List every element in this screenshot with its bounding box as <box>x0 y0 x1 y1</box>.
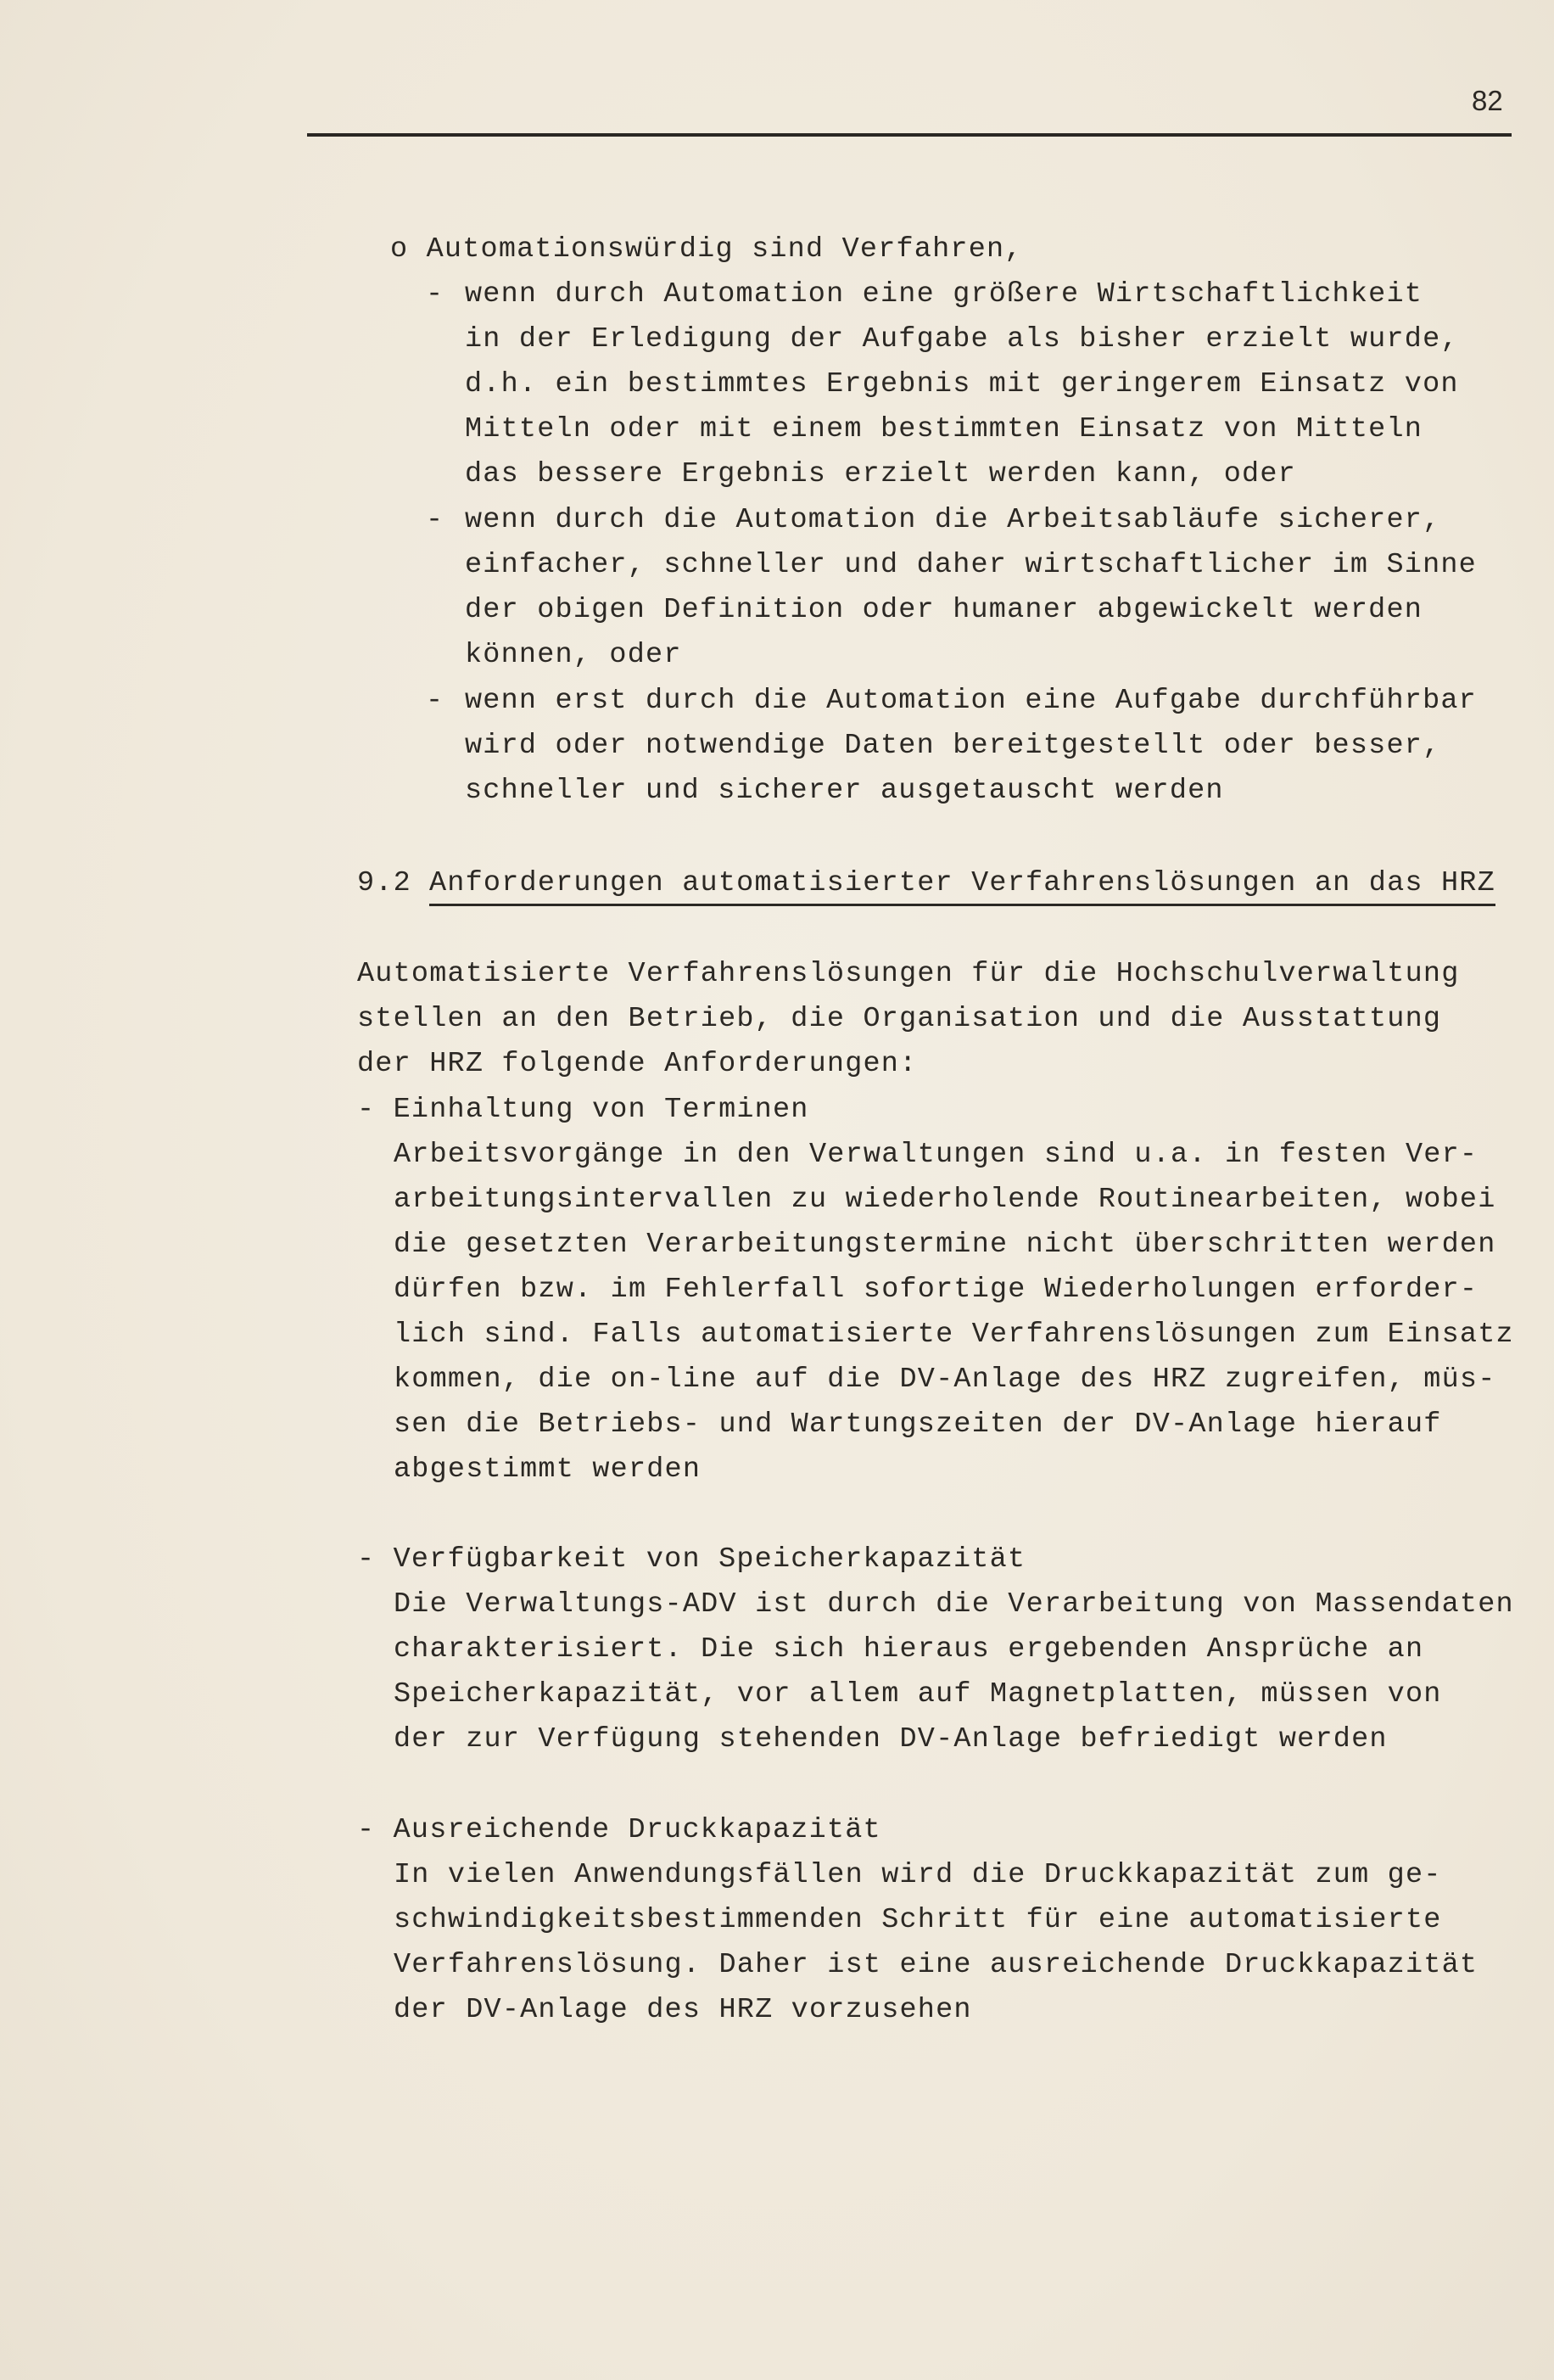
list-item-line: einfacher, schneller und daher wirtschaftlicher im Sinne <box>465 549 1477 581</box>
requirement-line: dürfen bzw. im Fehlerfall sofortige Wiederholungen erforder- <box>394 1274 1479 1306</box>
list-item-line: wird oder notwendige Daten bereitgestellt oder besser, <box>465 730 1441 762</box>
intro-line: stellen an den Betrieb, die Organisation und die Ausstattung <box>357 1003 1442 1035</box>
list-item-line: d.h. ein bestimmtes Ergebnis mit geringerem Einsatz von <box>465 368 1459 400</box>
page-number: 82 <box>1472 85 1503 116</box>
list-item-line: das bessere Ergebnis erzielt werden kann, oder <box>465 458 1296 490</box>
list-item-dash: - <box>426 278 444 311</box>
requirement-heading: - Verfügbarkeit von Speicherkapazität <box>357 1543 1026 1576</box>
requirement-line: lich sind. Falls automatisierte Verfahrenslösungen zum Einsatz <box>394 1319 1514 1351</box>
list-item-line: der obigen Definition oder humaner abgewickelt werden <box>465 594 1423 626</box>
section-title: Anforderungen automatisierter Verfahrenslösungen an das HRZ <box>429 866 1495 906</box>
list-item-dash: - <box>426 504 444 536</box>
requirement-heading: - Ausreichende Druckkapazität <box>357 1814 881 1846</box>
list-item-dash: - <box>426 685 444 717</box>
requirement-line: arbeitungsintervallen zu wiederholende Routinearbeiten, wobei <box>394 1184 1496 1216</box>
header-rule <box>307 133 1512 137</box>
intro-line: Automatisierte Verfahrenslösungen für die Hochschulverwaltung <box>357 958 1460 990</box>
list-item-line: in der Erledigung der Aufgabe als bisher erzielt wurde, <box>465 323 1459 356</box>
requirement-line: Verfahrenslösung. Daher ist eine ausreichende Druckkapazität <box>394 1949 1479 1981</box>
list-item-line: können, oder <box>465 639 682 671</box>
requirement-line: charakterisiert. Die sich hieraus ergebenden Ansprüche an <box>394 1633 1424 1666</box>
requirement-line: Die Verwaltungs-ADV ist durch die Verarbeitung von Massendaten <box>394 1588 1514 1621</box>
list-item-line: schneller und sicherer ausgetauscht werden <box>465 775 1224 807</box>
requirement-line: die gesetzten Verarbeitungstermine nicht überschritten werden <box>394 1229 1496 1261</box>
requirement-line: der zur Verfügung stehenden DV-Anlage befriedigt werden <box>394 1723 1388 1756</box>
requirement-line: Arbeitsvorgänge in den Verwaltungen sind u.a. in festen Ver- <box>394 1139 1479 1171</box>
requirement-line: sen die Betriebs- und Wartungszeiten der DV-Anlage hierauf <box>394 1408 1442 1441</box>
section-number: 9.2 <box>357 867 411 899</box>
requirement-line: Speicherkapazität, vor allem auf Magnetplatten, müssen von <box>394 1678 1442 1711</box>
intro-line: der HRZ folgende Anforderungen: <box>357 1048 918 1080</box>
requirement-line: abgestimmt werden <box>394 1453 702 1486</box>
requirement-line: In vielen Anwendungsfällen wird die Druckkapazität zum ge- <box>394 1859 1442 1891</box>
list-intro: o Automationswürdig sind Verfahren, <box>390 233 1023 266</box>
list-item-line: wenn durch Automation eine größere Wirtschaftlichkeit <box>465 278 1423 311</box>
requirement-line: schwindigkeitsbestimmenden Schritt für eine automatisierte <box>394 1904 1442 1936</box>
requirement-heading: - Einhaltung von Terminen <box>357 1094 809 1126</box>
list-item-line: wenn durch die Automation die Arbeitsabläufe sicherer, <box>465 504 1441 536</box>
requirement-line: kommen, die on-line auf die DV-Anlage des HRZ zugreifen, müs- <box>394 1364 1496 1396</box>
requirement-line: der DV-Anlage des HRZ vorzusehen <box>394 1994 972 2026</box>
list-item-line: wenn erst durch die Automation eine Aufgabe durchführbar <box>465 685 1477 717</box>
list-item-line: Mitteln oder mit einem bestimmten Einsatz von Mitteln <box>465 413 1423 445</box>
